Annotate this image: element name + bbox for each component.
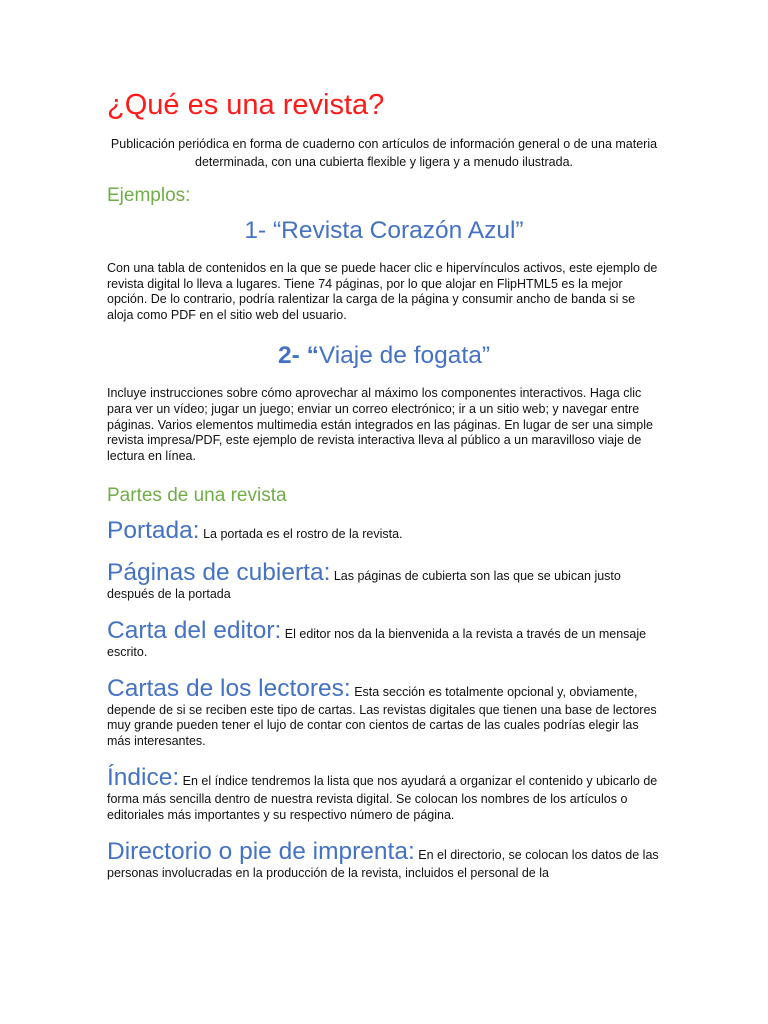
part-portada — [107, 517, 661, 545]
parts-heading: Partes de una revista — [107, 484, 287, 506]
part-indice — [107, 764, 661, 824]
part-title: Índice: — [107, 763, 180, 791]
part-text: La portada es el rostro de la revista. — [199, 526, 403, 541]
example-1-heading: 1- “Revista Corazón Azul” — [244, 216, 524, 244]
part-cartas-de-los-lectores — [107, 675, 661, 750]
part-carta-del-editor — [107, 617, 661, 661]
part-title: Carta del editor: — [107, 616, 282, 644]
example-2-heading-title: Viaje de fogata” — [318, 341, 491, 369]
part-title: Cartas de los lectores: — [107, 674, 351, 702]
part-text: En el índice tendremos la lista que nos ayudará a organizar el contenido y ubicarlo de forma más sencilla dentro de nuestra revista digital. Se colocan los nombres de los artículos o editoriales más importantes y su respectivo número de página. — [107, 773, 658, 822]
page-title: ¿Qué es una revista? — [107, 89, 385, 121]
example-2-heading — [107, 342, 661, 370]
part-text: Esta sección es totalmente opcional y, obviamente, depende de si se reciben este tipo de cartas. Las revistas digitales que tienen una base de lectores muy grande pueden tener el lujo de contar con cientos de cartas de las cuales podrías elegir las más interesantes. — [107, 684, 657, 749]
examples-heading: Ejemplos: — [107, 184, 191, 206]
part-title: Directorio o pie de imprenta: — [107, 837, 415, 865]
example-2-text: Incluye instrucciones sobre cómo aprovechar al máximo los componentes interactivos. Haga clic para ver un vídeo; jugar un juego; enviar un correo electrónico; ir a un sitio web; y navegar entre páginas. Varios elementos multimedia están integrados en las páginas. En lugar de ser una simple revista impresa/PDF, este ejemplo de revista interactiva lleva al público a un maravilloso viaje de lectura en línea. — [107, 385, 653, 464]
part-text: Las páginas de cubierta son las que se ubican justo después de la portada — [107, 568, 621, 601]
part-title: Páginas de cubierta: — [107, 558, 331, 586]
part-text: En el directorio, se colocan los datos de las personas involucradas en la producción de la revista, incluidos el personal de la — [107, 847, 659, 880]
part-text: El editor nos da la bienvenida a la revista a través de un mensaje escrito. — [107, 626, 647, 659]
part-paginas-de-cubierta — [107, 559, 661, 603]
part-title: Portada: — [107, 516, 200, 544]
part-directorio — [107, 838, 661, 882]
intro-paragraph: Publicación periódica en forma de cuaderno con artículos de información general o de una materia determinada, con una cubierta flexible y ligera y a menudo ilustrada. — [110, 136, 658, 169]
example-2-heading-number: 2- “ — [277, 341, 319, 369]
example-1-text: Con una tabla de contenidos en la que se puede hacer clic e hipervínculos activos, este ejemplo de revista digital lo lleva a lugares. Tiene 74 páginas, por lo que alojar en FlipHTML5 es la mejor opción. De lo contrario, podría ralentizar la carga de la página y consumir ancho de banda si se aloja como PDF en el sitio web del usuario. — [107, 260, 658, 323]
